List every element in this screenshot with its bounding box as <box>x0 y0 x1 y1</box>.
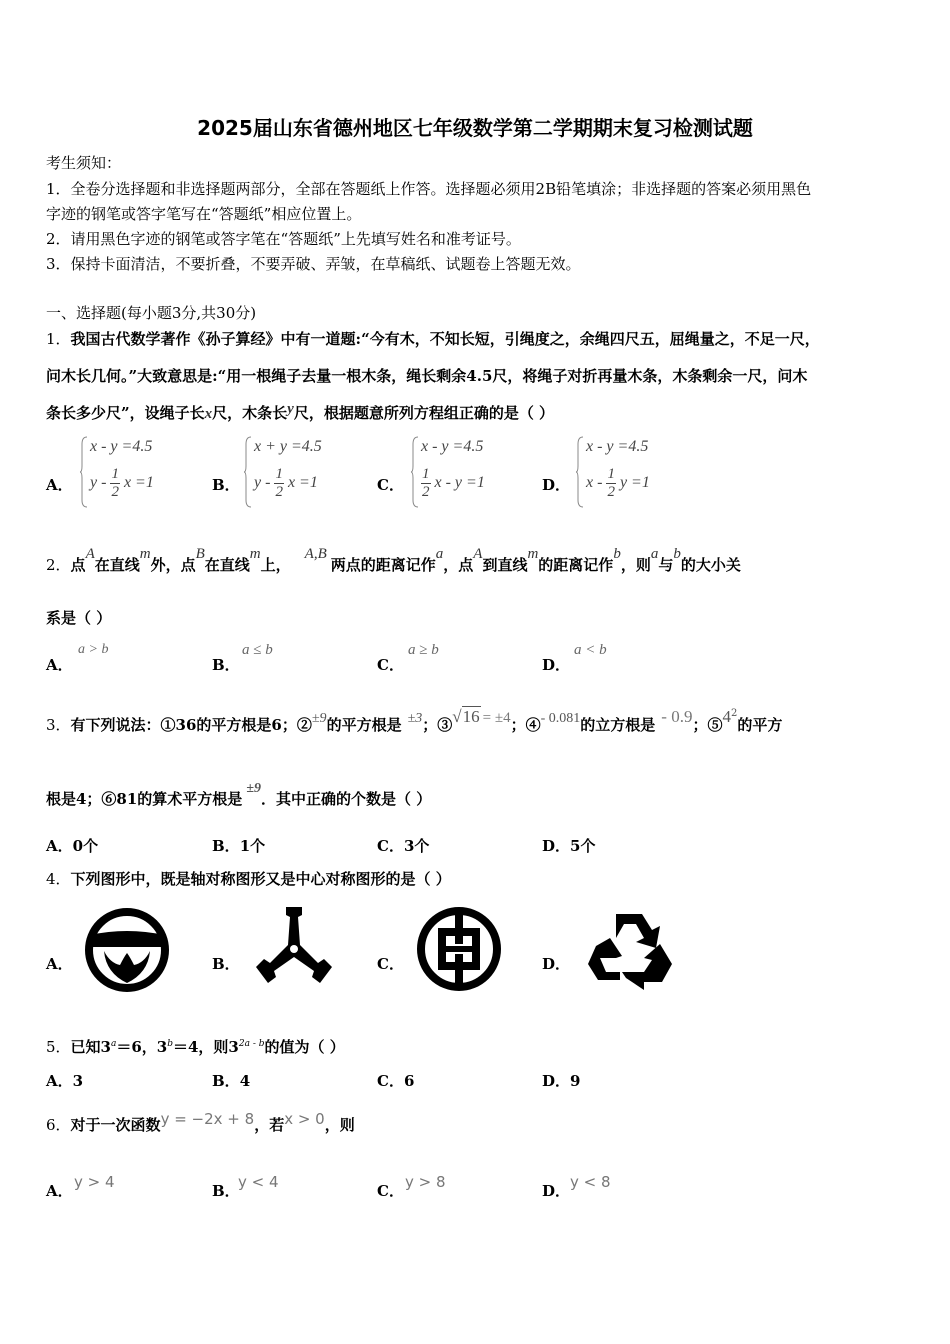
variable-y: y <box>287 401 294 417</box>
question-number: 5． <box>46 1038 71 1056</box>
question-6-line-1: 6．对于一次函数y = −2x + 8，若x > 0，则 <box>46 1110 355 1134</box>
variable-x: x <box>204 406 213 422</box>
recycle-icon[interactable] <box>586 910 676 994</box>
option-expr[interactable]: a > b <box>78 642 109 657</box>
three-arm-shape-icon[interactable] <box>254 905 334 987</box>
notice-item: 1．全卷分选择题和非选择题两部分，全部在答题纸上作答。选择题必须用2B铅笔填涂；非选择题的答案必须用黑色 <box>46 180 812 198</box>
question-number: 4． <box>46 870 71 888</box>
option-label[interactable]: B． <box>212 955 240 973</box>
question-2-line-1: 2．点A在直线m外，点B在直线m上，A,B两点的距离记作a，点A到直线m的距离记作b，则a与b的大小关 <box>46 546 741 574</box>
notice-item: 2．请用黑色字迹的钢笔或答字笔在“答题纸”上先填写姓名和准考证号。 <box>46 230 521 248</box>
page-title: 2025届山东省德州地区七年级数学第二学期期末复习检测试题 <box>197 116 753 140</box>
option-label[interactable]: D． <box>542 1182 571 1200</box>
option-label[interactable]: B． <box>212 476 240 494</box>
question-number: 2． <box>46 556 71 574</box>
brace-icon <box>80 436 88 508</box>
brace-icon <box>576 436 584 508</box>
option-expr[interactable]: a ≥ b <box>408 642 439 658</box>
option-q3-c[interactable]: C．3个 <box>377 837 430 855</box>
question-number: 1． <box>46 330 71 348</box>
question-number: 6． <box>46 1116 71 1134</box>
question-1-line-2: 问木长几何。”大致意思是:“用一根绳子去量一根木条，绳长剩余4.5尺，将绳子对折再量木条，木条剩余一尺，问木 <box>46 367 808 385</box>
question-1-line-3: 条长多少尺”，设绳子长x尺，木条长y尺，根据题意所列方程组正确的是（ ） <box>46 401 555 422</box>
option-expr[interactable]: a < b <box>574 642 607 658</box>
notice-item: 字迹的钢笔或答字笔写在“答题纸”相应位置上。 <box>46 205 362 223</box>
question-5-line-1: 5．已知$3^a=6$，$3^b=4$，则$3^{2a - b}$的值为（ ） <box>46 1038 345 1056</box>
option-q5-d[interactable]: D．9 <box>542 1072 581 1090</box>
brace-icon <box>244 436 252 508</box>
option-q3-b[interactable]: B．1个 <box>212 837 266 855</box>
option-q3-d[interactable]: D．5个 <box>542 837 596 855</box>
bank-coin-logo-icon[interactable] <box>416 906 502 992</box>
option-expr[interactable]: y > 8 <box>405 1173 446 1191</box>
option-expr[interactable]: y < 8 <box>570 1173 611 1191</box>
question-number: 3． <box>46 716 71 734</box>
section-heading: 一、选择题(每小题3分,共30分) <box>46 304 257 322</box>
option-expr[interactable]: y < 4 <box>238 1173 279 1191</box>
brace-icon <box>411 436 419 508</box>
option-q5-a[interactable]: A．3 <box>46 1072 84 1090</box>
option-label[interactable]: D． <box>542 955 571 973</box>
option-q5-c[interactable]: C．6 <box>377 1072 415 1090</box>
option-label[interactable]: C． <box>377 1182 404 1200</box>
option-q3-a[interactable]: A．0个 <box>46 837 99 855</box>
question-4-line-1: 4．下列图形中，既是轴对称图形又是中心对称图形的是（ ） <box>46 870 451 888</box>
option-label[interactable]: B． <box>212 1182 240 1200</box>
option-expr[interactable]: y > 4 <box>74 1173 115 1191</box>
option-label[interactable]: A． <box>46 1182 73 1200</box>
option-q5-b[interactable]: B．4 <box>212 1072 251 1090</box>
option-label[interactable]: D． <box>542 476 571 494</box>
option-label[interactable]: C． <box>377 656 404 674</box>
notice-heading: 考生须知： <box>46 154 122 172</box>
option-label[interactable]: A． <box>46 476 73 494</box>
option-label[interactable]: A． <box>46 656 73 674</box>
notice-item: 3．保持卡面清洁，不要折叠，不要弄破、弄皱，在草稿纸、试题卷上答题无效。 <box>46 255 581 273</box>
option-label[interactable]: A． <box>46 955 73 973</box>
question-3-line-1: 3．有下列说法：①36的平方根是6；②±9的平方根是 ±3；③√16 = ±4；④- 0.081的立方根是 - 0.9；$⑤4^2$的平方 <box>46 707 783 734</box>
option-label[interactable]: C． <box>377 955 404 973</box>
question-3-line-2: 根是4；⑥81的算术平方根是±9．其中正确的个数是（ ） <box>46 781 432 808</box>
option-expr[interactable]: a ≤ b <box>242 642 273 658</box>
circle-heart-logo-icon[interactable] <box>84 907 170 993</box>
option-label[interactable]: B． <box>212 656 240 674</box>
question-2-line-2: 系是（ ） <box>46 609 112 627</box>
option-label[interactable]: C． <box>377 476 404 494</box>
question-1-line-1: 1．我国古代数学著作《孙子算经》中有一道题:“今有木，不知长短，引绳度之，余绳四尺五，屈绳量之，不足一尺， <box>46 330 820 348</box>
option-label[interactable]: D． <box>542 656 571 674</box>
